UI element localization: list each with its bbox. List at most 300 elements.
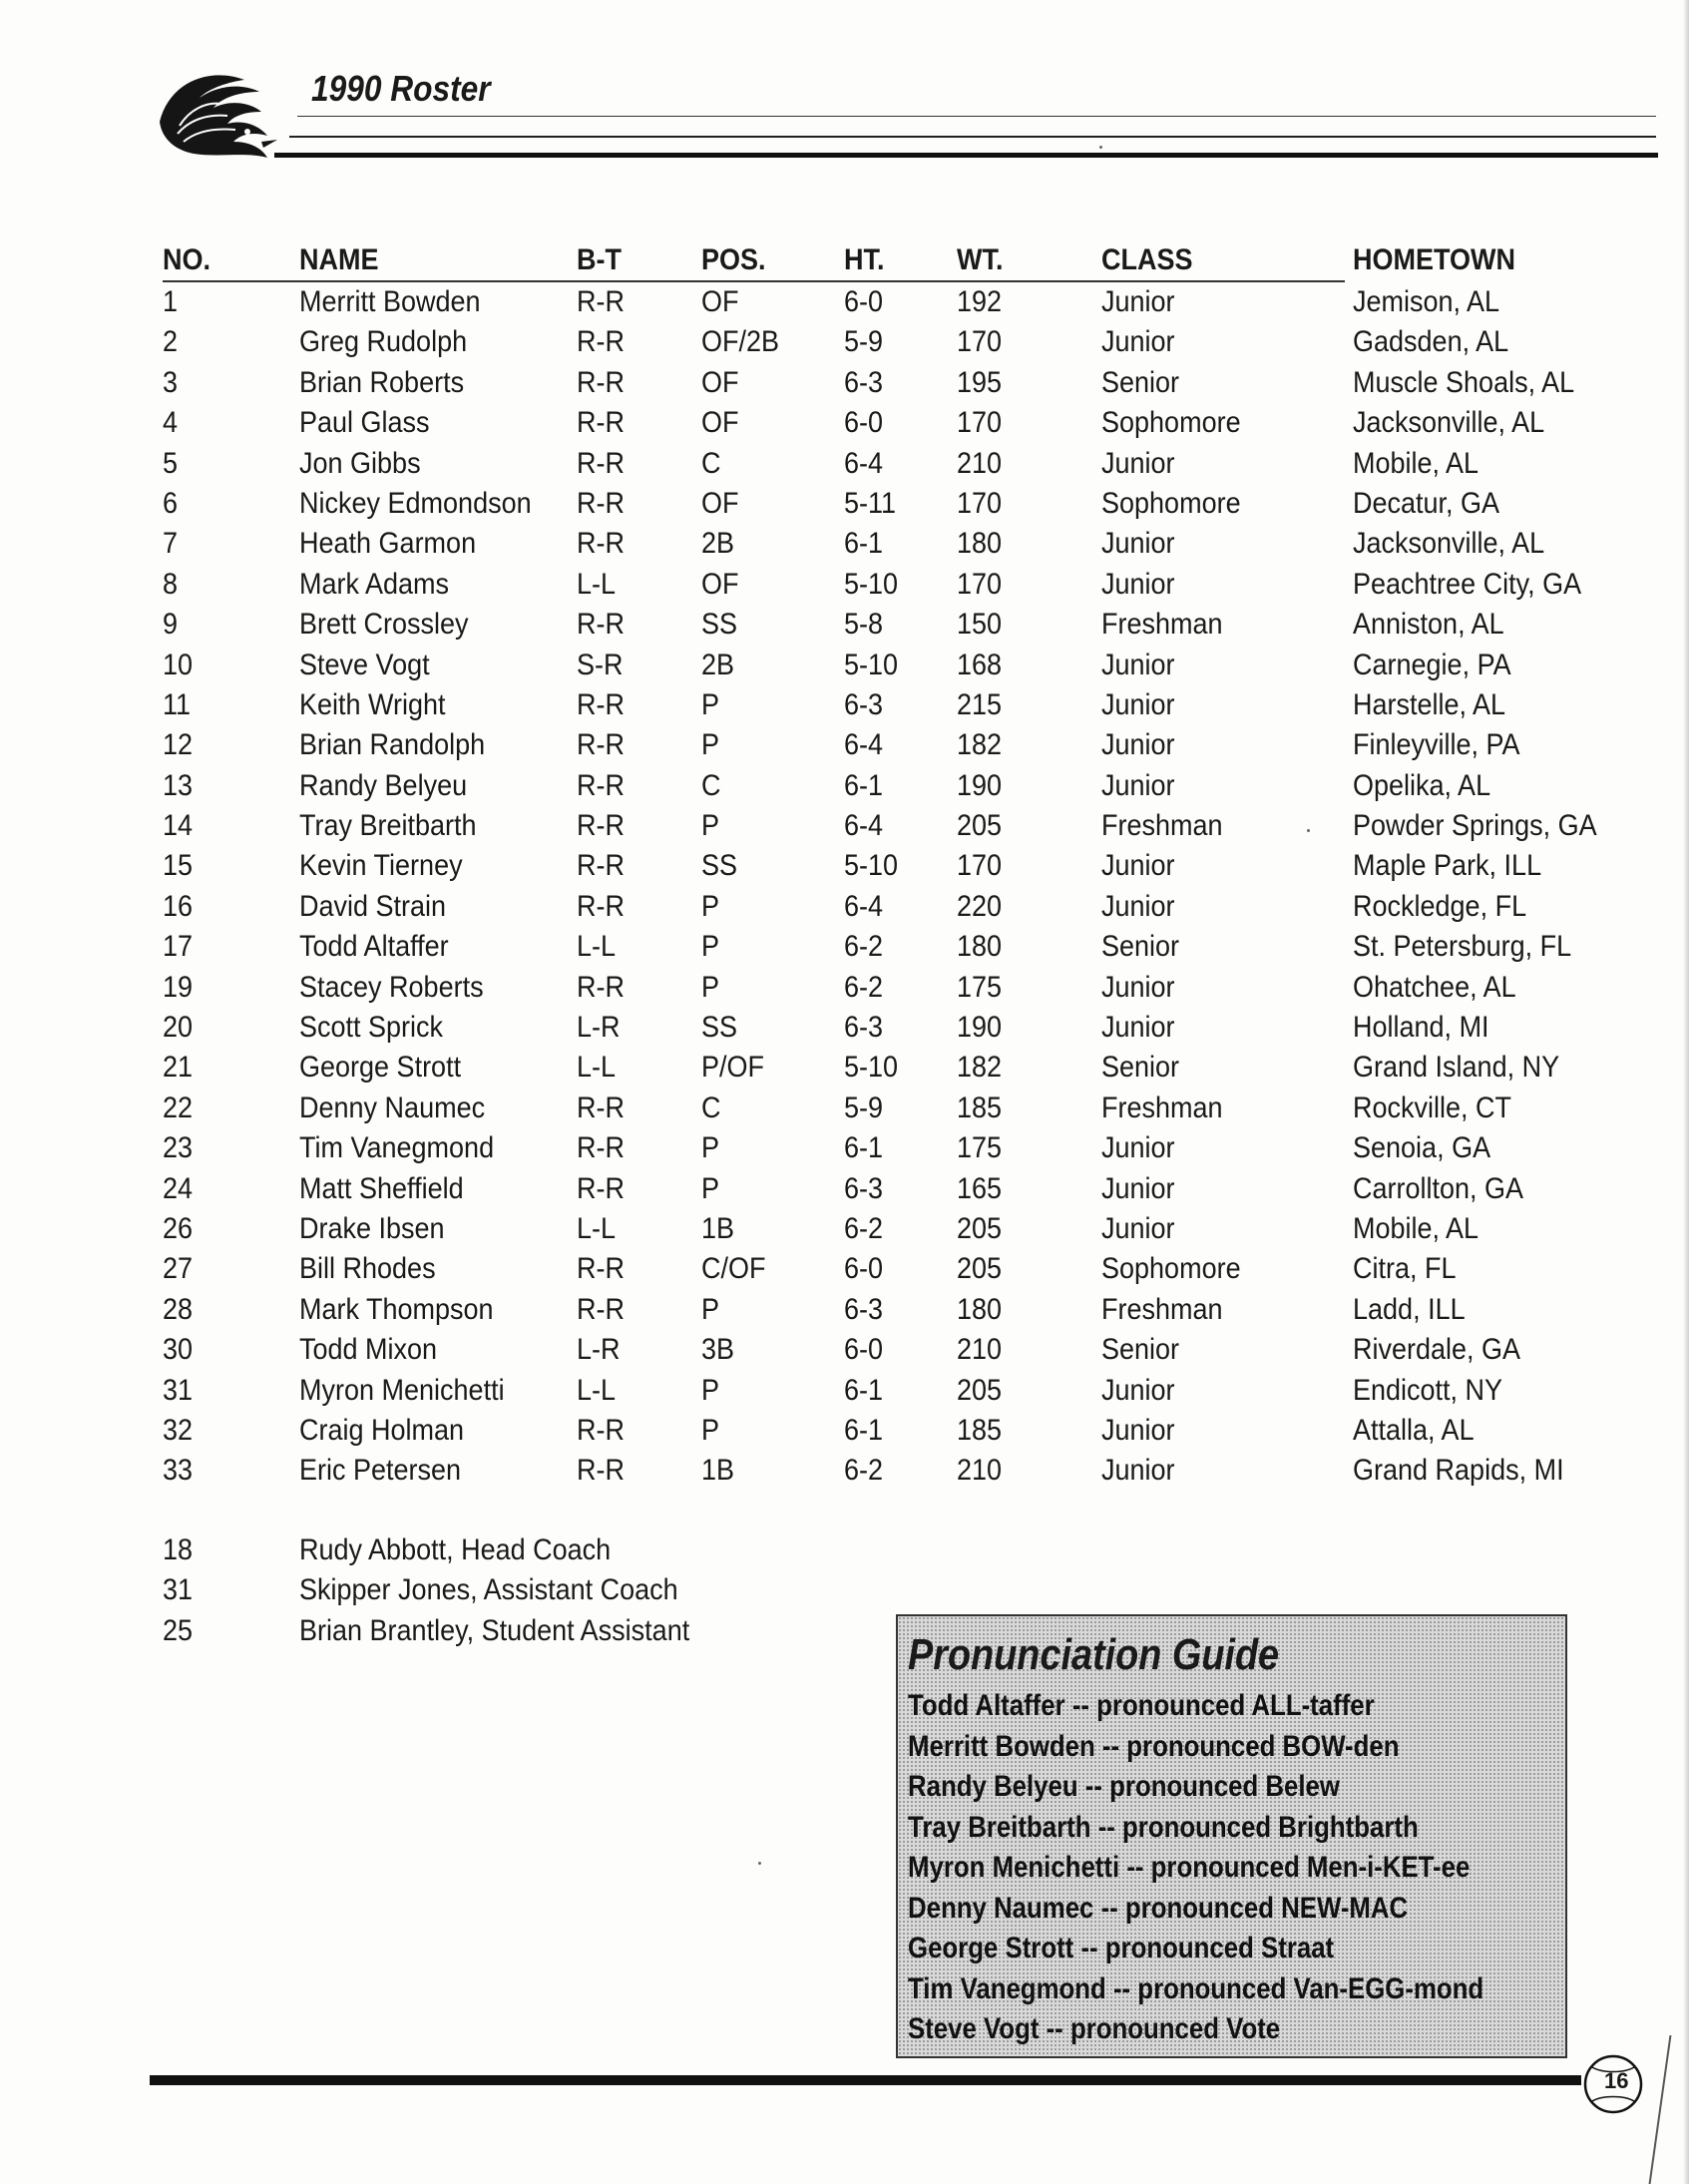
player-number: 21 — [163, 1051, 194, 1085]
player-number: 22 — [163, 1091, 194, 1124]
player-name: Kevin Tierney — [299, 849, 463, 883]
player-weight: 182 — [957, 728, 1003, 762]
table-row — [0, 648, 1689, 687]
player-bt: R-R — [577, 728, 625, 762]
player-hometown: Citra, FL — [1353, 1252, 1457, 1286]
staff-number: 31 — [163, 1573, 194, 1607]
player-position: OF — [701, 406, 739, 440]
gamecock-logo-icon — [150, 62, 279, 162]
player-bt: R-R — [577, 1091, 625, 1124]
player-position: P — [701, 889, 720, 923]
player-position: 1B — [701, 1211, 735, 1245]
player-height: 5-10 — [844, 648, 899, 681]
table-row — [0, 446, 1689, 486]
player-number: 19 — [163, 970, 194, 1004]
player-hometown: Holland, MI — [1353, 1011, 1489, 1045]
player-height: 6-1 — [844, 1413, 884, 1447]
player-class: Junior — [1101, 325, 1175, 359]
player-name: Drake Ibsen — [299, 1211, 445, 1245]
player-weight: 190 — [957, 768, 1003, 802]
player-bt: R-R — [577, 1413, 625, 1447]
player-bt: R-R — [577, 1171, 625, 1205]
player-name: Mark Adams — [299, 567, 450, 601]
table-row — [0, 1413, 1689, 1453]
player-number: 14 — [163, 809, 194, 843]
player-position: 2B — [701, 527, 735, 561]
table-row — [0, 365, 1689, 405]
player-hometown: Attalla, AL — [1353, 1413, 1475, 1447]
player-position: C/OF — [701, 1252, 766, 1286]
player-hometown: Harstelle, AL — [1353, 687, 1506, 721]
player-position: SS — [701, 608, 738, 642]
player-height: 6-0 — [844, 1333, 884, 1367]
player-name: Greg Rudolph — [299, 325, 468, 359]
player-height: 6-1 — [844, 768, 884, 802]
player-hometown: Jacksonville, AL — [1353, 527, 1545, 561]
table-row — [0, 1130, 1689, 1170]
player-height: 6-2 — [844, 930, 884, 964]
player-weight: 182 — [957, 1051, 1003, 1085]
table-row — [0, 727, 1689, 767]
player-height: 6-0 — [844, 1252, 884, 1286]
roster-table — [0, 284, 1689, 1494]
header-rule-thick — [274, 153, 1658, 158]
player-position: P — [701, 1373, 720, 1407]
player-weight: 185 — [957, 1413, 1003, 1447]
player-position: SS — [701, 1011, 738, 1045]
player-height: 6-0 — [844, 285, 884, 318]
player-hometown: Finleyville, PA — [1353, 728, 1520, 762]
pronunciation-item: Randy Belyeu -- pronounced Belew — [908, 1770, 1340, 1803]
player-position: 1B — [701, 1454, 735, 1488]
player-class: Junior — [1101, 1373, 1175, 1407]
player-weight: 205 — [957, 1252, 1003, 1286]
player-position: P — [701, 1413, 720, 1447]
player-bt: L-R — [577, 1333, 621, 1367]
player-name: David Strain — [299, 889, 447, 923]
pronunciation-title: Pronunciation Guide — [908, 1630, 1280, 1679]
player-position: SS — [701, 849, 738, 883]
player-weight: 168 — [957, 648, 1003, 681]
player-position: P — [701, 1131, 720, 1165]
player-weight: 175 — [957, 970, 1003, 1004]
player-bt: R-R — [577, 970, 625, 1004]
player-name: Tray Breitbarth — [299, 809, 477, 843]
player-class: Freshman — [1101, 1091, 1223, 1124]
player-class: Junior — [1101, 1413, 1175, 1447]
col-header-pos: POS. — [701, 243, 766, 276]
player-class: Senior — [1101, 1051, 1180, 1085]
table-row — [0, 1292, 1689, 1332]
player-number: 31 — [163, 1373, 194, 1407]
player-hometown: Mobile, AL — [1353, 1211, 1479, 1245]
player-number: 3 — [163, 365, 179, 399]
player-hometown: Opelika, AL — [1353, 768, 1491, 802]
player-number: 26 — [163, 1211, 194, 1245]
player-height: 6-3 — [844, 1171, 884, 1205]
player-class: Sophomore — [1101, 1252, 1241, 1286]
table-row — [0, 848, 1689, 888]
player-hometown: Grand Island, NY — [1353, 1051, 1560, 1085]
pronunciation-item: Myron Menichetti -- pronounced Men-i-KET-ee — [908, 1851, 1471, 1884]
player-number: 17 — [163, 930, 194, 964]
player-bt: R-R — [577, 285, 625, 318]
footer-rule — [150, 2075, 1581, 2085]
table-row — [0, 929, 1689, 969]
player-hometown: Jemison, AL — [1353, 285, 1500, 318]
player-hometown: Powder Springs, GA — [1353, 809, 1597, 843]
player-class: Sophomore — [1101, 486, 1241, 520]
table-row — [0, 405, 1689, 445]
player-number: 1 — [163, 285, 179, 318]
table-row — [0, 970, 1689, 1010]
player-number: 7 — [163, 527, 179, 561]
player-hometown: Mobile, AL — [1353, 446, 1479, 480]
player-number: 12 — [163, 728, 194, 762]
player-name: Scott Sprick — [299, 1011, 444, 1045]
pronunciation-guide — [896, 1614, 1567, 2058]
col-header-no: NO. — [163, 243, 211, 276]
player-class: Junior — [1101, 648, 1175, 681]
player-name: Jon Gibbs — [299, 446, 421, 480]
player-weight: 170 — [957, 486, 1003, 520]
player-bt: R-R — [577, 1454, 625, 1488]
table-row — [0, 1010, 1689, 1050]
table-row — [0, 486, 1689, 526]
player-weight: 220 — [957, 889, 1003, 923]
player-position: 3B — [701, 1333, 735, 1367]
player-height: 6-3 — [844, 1011, 884, 1045]
player-class: Freshman — [1101, 1292, 1223, 1326]
table-row — [0, 526, 1689, 566]
player-number: 27 — [163, 1252, 194, 1286]
player-number: 10 — [163, 648, 194, 681]
player-position: P — [701, 970, 720, 1004]
player-height: 6-3 — [844, 365, 884, 399]
pronunciation-item: Steve Vogt -- pronounced Vote — [908, 2012, 1281, 2045]
player-height: 6-2 — [844, 1211, 884, 1245]
player-hometown: Endicott, NY — [1353, 1373, 1503, 1407]
table-row — [0, 768, 1689, 808]
player-number: 9 — [163, 608, 179, 642]
table-row — [0, 1251, 1689, 1291]
player-height: 6-1 — [844, 1373, 884, 1407]
player-position: P — [701, 1171, 720, 1205]
page-title: 1990 Roster — [311, 68, 491, 109]
player-name: George Strott — [299, 1051, 462, 1085]
player-weight: 170 — [957, 567, 1003, 601]
player-bt: L-L — [577, 1051, 617, 1085]
player-height: 6-4 — [844, 809, 884, 843]
player-name: Brian Roberts — [299, 365, 465, 399]
table-row — [0, 1211, 1689, 1251]
player-name: Stacey Roberts — [299, 970, 484, 1004]
player-height: 5-10 — [844, 567, 899, 601]
player-hometown: Rockville, CT — [1353, 1091, 1512, 1124]
player-weight: 175 — [957, 1131, 1003, 1165]
player-weight: 150 — [957, 608, 1003, 642]
table-row — [0, 284, 1689, 324]
player-bt: R-R — [577, 687, 625, 721]
player-bt: R-R — [577, 768, 625, 802]
player-number: 2 — [163, 325, 179, 359]
player-name: Brett Crossley — [299, 608, 469, 642]
player-name: Heath Garmon — [299, 527, 477, 561]
pronunciation-item: George Strott -- pronounced Straat — [908, 1932, 1335, 1965]
player-name: Craig Holman — [299, 1413, 465, 1447]
player-bt: R-R — [577, 406, 625, 440]
player-hometown: Ladd, ILL — [1353, 1292, 1466, 1326]
page-edge-line — [1649, 2035, 1672, 2184]
table-row — [0, 687, 1689, 727]
player-weight: 185 — [957, 1091, 1003, 1124]
player-position: 2B — [701, 648, 735, 681]
player-class: Junior — [1101, 687, 1175, 721]
player-name: Keith Wright — [299, 687, 446, 721]
pronunciation-item: Tim Vanegmond -- pronounced Van-EGG-mond — [908, 1971, 1484, 2005]
table-row — [0, 1171, 1689, 1211]
player-hometown: Anniston, AL — [1353, 608, 1504, 642]
player-bt: R-R — [577, 809, 625, 843]
player-class: Junior — [1101, 768, 1175, 802]
player-weight: 170 — [957, 325, 1003, 359]
player-number: 20 — [163, 1011, 194, 1045]
player-weight: 165 — [957, 1171, 1003, 1205]
player-class: Junior — [1101, 285, 1175, 318]
player-hometown: Rockledge, FL — [1353, 889, 1527, 923]
player-position: C — [701, 446, 721, 480]
pronunciation-item: Todd Altaffer -- pronounced ALL-taffer — [908, 1689, 1375, 1722]
player-height: 6-4 — [844, 446, 884, 480]
player-position: P/OF — [701, 1051, 765, 1085]
player-name: Tim Vanegmond — [299, 1131, 495, 1165]
player-bt: R-R — [577, 325, 625, 359]
player-hometown: Grand Rapids, MI — [1353, 1454, 1564, 1488]
pronunciation-item: Denny Naumec -- pronounced NEW-MAC — [908, 1891, 1409, 1925]
pronunciation-list — [908, 1686, 1557, 2050]
player-bt: L-L — [577, 1373, 617, 1407]
scan-speck — [758, 1862, 761, 1865]
player-height: 6-2 — [844, 1454, 884, 1488]
player-class: Junior — [1101, 567, 1175, 601]
player-name: Todd Mixon — [299, 1333, 438, 1367]
player-height: 5-9 — [844, 325, 884, 359]
player-bt: R-R — [577, 486, 625, 520]
player-name: Mark Thompson — [299, 1292, 494, 1326]
player-weight: 190 — [957, 1011, 1003, 1045]
player-number: 33 — [163, 1454, 194, 1488]
player-weight: 170 — [957, 849, 1003, 883]
col-header-ht: HT. — [844, 243, 885, 276]
player-bt: R-R — [577, 365, 625, 399]
player-position: P — [701, 687, 720, 721]
player-bt: L-L — [577, 930, 617, 964]
player-bt: R-R — [577, 1131, 625, 1165]
player-height: 6-4 — [844, 728, 884, 762]
staff-row — [0, 1572, 1689, 1612]
col-header-name: NAME — [299, 243, 379, 276]
player-name: Brian Randolph — [299, 728, 486, 762]
player-name: Bill Rhodes — [299, 1252, 436, 1286]
player-height: 6-1 — [844, 1131, 884, 1165]
table-row — [0, 808, 1689, 848]
player-class: Junior — [1101, 527, 1175, 561]
player-position: P — [701, 728, 720, 762]
col-header-hometown: HOMETOWN — [1353, 243, 1515, 276]
player-class: Junior — [1101, 728, 1175, 762]
player-bt: S-R — [577, 648, 624, 681]
player-number: 24 — [163, 1171, 194, 1205]
player-class: Senior — [1101, 930, 1180, 964]
player-bt: L-L — [577, 567, 617, 601]
player-weight: 205 — [957, 1373, 1003, 1407]
player-weight: 180 — [957, 527, 1003, 561]
player-number: 28 — [163, 1292, 194, 1326]
player-bt: L-R — [577, 1011, 621, 1045]
player-hometown: St. Petersburg, FL — [1353, 930, 1572, 964]
player-hometown: Riverdale, GA — [1353, 1333, 1521, 1367]
table-row — [0, 1453, 1689, 1493]
player-height: 6-0 — [844, 406, 884, 440]
player-hometown: Senoia, GA — [1353, 1131, 1491, 1165]
player-hometown: Muscle Shoals, AL — [1353, 365, 1575, 399]
player-class: Junior — [1101, 970, 1175, 1004]
player-name: Paul Glass — [299, 406, 430, 440]
player-position: OF — [701, 365, 739, 399]
player-weight: 180 — [957, 1292, 1003, 1326]
scan-speck — [1099, 146, 1102, 149]
player-class: Junior — [1101, 446, 1175, 480]
player-number: 16 — [163, 889, 194, 923]
roster-header — [0, 243, 1689, 283]
player-height: 6-3 — [844, 1292, 884, 1326]
player-hometown: Jacksonville, AL — [1353, 406, 1545, 440]
table-row — [0, 1050, 1689, 1090]
player-weight: 170 — [957, 406, 1003, 440]
player-position: OF — [701, 567, 739, 601]
page-number: 16 — [1604, 2068, 1629, 2093]
table-row — [0, 324, 1689, 364]
player-bt: L-L — [577, 1211, 617, 1245]
player-position: P — [701, 930, 720, 964]
staff-name: Rudy Abbott, Head Coach — [299, 1533, 612, 1566]
player-position: P — [701, 809, 720, 843]
player-class: Freshman — [1101, 809, 1223, 843]
player-weight: 210 — [957, 446, 1003, 480]
table-row — [0, 1091, 1689, 1130]
player-hometown: Gadsden, AL — [1353, 325, 1509, 359]
player-class: Junior — [1101, 1011, 1175, 1045]
player-class: Junior — [1101, 889, 1175, 923]
player-height: 5-8 — [844, 608, 884, 642]
player-class: Junior — [1101, 1131, 1175, 1165]
player-name: Steve Vogt — [299, 648, 430, 681]
header-underline — [163, 280, 1345, 282]
player-weight: 195 — [957, 365, 1003, 399]
col-header-class: CLASS — [1101, 243, 1193, 276]
player-height: 5-9 — [844, 1091, 884, 1124]
table-row — [0, 1373, 1689, 1413]
player-class: Sophomore — [1101, 406, 1241, 440]
player-number: 6 — [163, 486, 179, 520]
player-weight: 180 — [957, 930, 1003, 964]
player-weight: 215 — [957, 687, 1003, 721]
player-hometown: Maple Park, ILL — [1353, 849, 1542, 883]
player-number: 5 — [163, 446, 179, 480]
staff-number: 25 — [163, 1613, 194, 1647]
staff-name: Brian Brantley, Student Assistant — [299, 1613, 690, 1647]
player-bt: R-R — [577, 849, 625, 883]
player-class: Freshman — [1101, 608, 1223, 642]
player-bt: R-R — [577, 527, 625, 561]
pronunciation-item: Merritt Bowden -- pronounced BOW-den — [908, 1729, 1400, 1763]
player-class: Junior — [1101, 1211, 1175, 1245]
staff-row — [0, 1532, 1689, 1572]
player-name: Merritt Bowden — [299, 285, 481, 318]
col-header-wt: WT. — [957, 243, 1004, 276]
player-number: 8 — [163, 567, 179, 601]
player-position: C — [701, 1091, 721, 1124]
staff-number: 18 — [163, 1533, 194, 1566]
player-weight: 210 — [957, 1454, 1003, 1488]
player-weight: 205 — [957, 809, 1003, 843]
player-class: Senior — [1101, 1333, 1180, 1367]
scan-speck — [1307, 829, 1310, 832]
player-name: Myron Menichetti — [299, 1373, 505, 1407]
player-bt: R-R — [577, 889, 625, 923]
player-number: 23 — [163, 1131, 194, 1165]
player-class: Senior — [1101, 365, 1180, 399]
player-bt: R-R — [577, 1292, 625, 1326]
col-header-bt: B-T — [577, 243, 622, 276]
header-rule-thin — [297, 116, 1656, 117]
player-position: C — [701, 768, 721, 802]
player-hometown: Ohatchee, AL — [1353, 970, 1516, 1004]
header-rule-medium — [289, 136, 1656, 138]
player-class: Junior — [1101, 849, 1175, 883]
player-height: 6-4 — [844, 889, 884, 923]
player-height: 5-10 — [844, 849, 899, 883]
player-position: OF/2B — [701, 325, 780, 359]
table-row — [0, 889, 1689, 929]
player-hometown: Carrollton, GA — [1353, 1171, 1524, 1205]
player-position: OF — [701, 486, 739, 520]
player-class: Junior — [1101, 1454, 1175, 1488]
player-number: 32 — [163, 1413, 194, 1447]
staff-name: Skipper Jones, Assistant Coach — [299, 1573, 678, 1607]
player-name: Matt Sheffield — [299, 1171, 464, 1205]
player-position: P — [701, 1292, 720, 1326]
player-hometown: Peachtree City, GA — [1353, 567, 1582, 601]
table-row — [0, 607, 1689, 647]
player-class: Junior — [1101, 1171, 1175, 1205]
player-number: 30 — [163, 1333, 194, 1367]
player-name: Denny Naumec — [299, 1091, 486, 1124]
player-height: 6-2 — [844, 970, 884, 1004]
table-row — [0, 1332, 1689, 1372]
player-number: 4 — [163, 406, 179, 440]
player-height: 5-10 — [844, 1051, 899, 1085]
pronunciation-item: Tray Breitbarth -- pronounced Brightbarth — [908, 1810, 1419, 1844]
player-number: 13 — [163, 768, 194, 802]
player-height: 5-11 — [844, 486, 897, 520]
player-name: Todd Altaffer — [299, 930, 449, 964]
player-height: 6-3 — [844, 687, 884, 721]
player-name: Eric Petersen — [299, 1454, 462, 1488]
player-weight: 192 — [957, 285, 1003, 318]
player-number: 11 — [163, 687, 192, 721]
player-bt: R-R — [577, 446, 625, 480]
